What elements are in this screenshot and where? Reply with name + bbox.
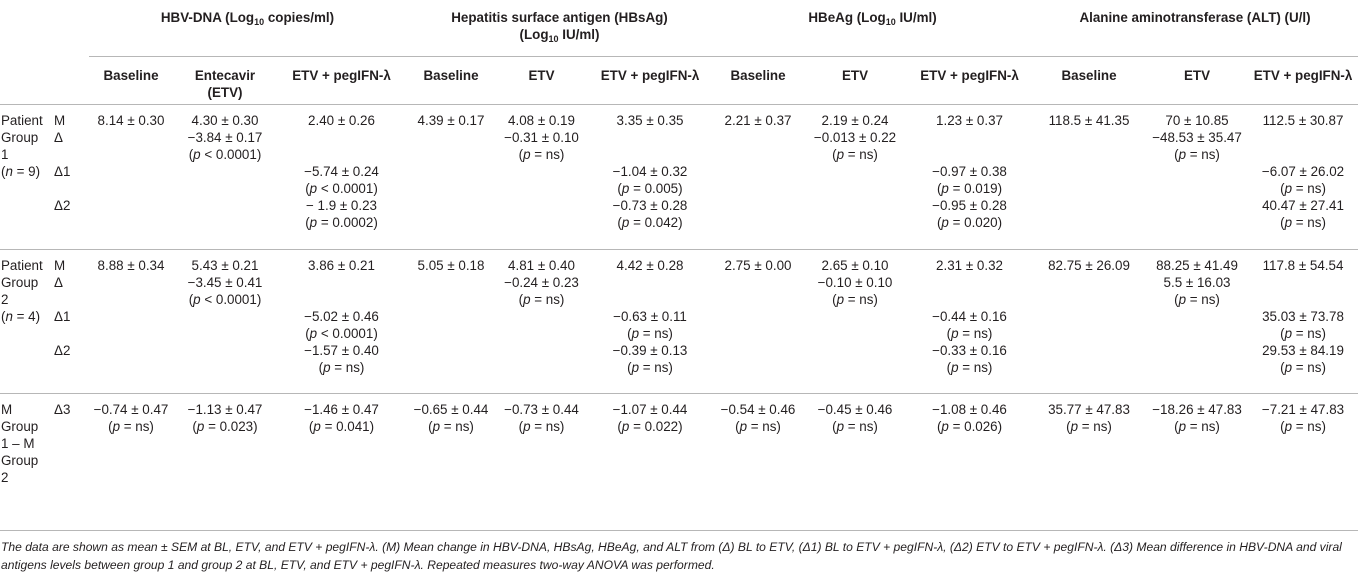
table-row: [0, 197, 1358, 249]
table-cell: 2.40 ± 0.26: [308, 113, 375, 128]
table-cell: −1.46 ± 0.47 (p = 0.041): [304, 402, 379, 434]
table-cell: −7.21 ± 47.83 (p = ns): [1261, 402, 1345, 434]
table-cell: 118.5 ± 41.35: [1048, 113, 1130, 128]
row-sublabel: M Δ: [54, 113, 66, 145]
table-cell: 3.86 ± 0.21: [308, 257, 375, 273]
table-cell: −0.73 ± 0.28 (p = 0.042): [612, 198, 688, 230]
table-cell: −6.07 ± 26.02 (p = ns): [1261, 164, 1345, 196]
col-header: ETV: [841, 68, 869, 83]
table-cell: −1.07 ± 0.44 (p = 0.022): [612, 402, 688, 434]
col-header: ETV: [1183, 68, 1211, 83]
table-cell: 3.35 ± 0.35: [616, 113, 684, 128]
row-sublabel: Δ2: [54, 342, 71, 358]
table-cell: 88.25 ± 41.49 5.5 ± 16.03 (p = ns): [1156, 257, 1238, 307]
table-cell: 5.43 ± 0.21 −3.45 ± 0.41 (p < 0.0001): [187, 257, 263, 307]
header-alt: Alanine aminotransferase (ALT) (U/l): [1032, 0, 1358, 57]
table-row: [0, 394, 1358, 487]
header-hbv-dna: HBV-DNA (Log$_{10}$ copies/ml): [89, 0, 406, 57]
table-row: [0, 308, 1358, 342]
table-cell: −0.44 ± 0.16 (p = ns): [932, 308, 1007, 341]
header-group-row: [0, 0, 1358, 57]
table-cell: −0.54 ± 0.46 (p = ns): [720, 402, 796, 434]
col-header: Baseline: [730, 68, 786, 83]
row-sublabel: Δ1: [54, 308, 71, 324]
table-cell: 35.77 ± 47.83 (p = ns): [1048, 402, 1130, 434]
table-row: [0, 163, 1358, 197]
table-cell: 29.53 ± 84.19 (p = ns): [1262, 342, 1344, 375]
col-header: Entecavir (ETV): [194, 68, 256, 100]
table-row: [0, 249, 1358, 308]
table-cell: 5.05 ± 0.18: [417, 257, 485, 273]
table-cell: − 1.9 ± 0.23 (p = 0.0002): [305, 198, 378, 230]
table-cell: 2.19 ± 0.24 −0.013 ± 0.22 (p = ns): [813, 113, 897, 162]
table-cell: −0.39 ± 0.13 (p = ns): [612, 342, 688, 375]
table-cell: −0.63 ± 0.11 (p = ns): [613, 308, 687, 341]
row-sublabel: M Δ: [54, 257, 66, 290]
table-cell: −1.08 ± 0.46 (p = 0.026): [932, 402, 1007, 434]
row-sublabel: Δ3: [54, 402, 71, 417]
table-cell: 4.30 ± 0.30 −3.84 ± 0.17 (p < 0.0001): [187, 113, 263, 162]
table-cell: −0.45 ± 0.46 (p = ns): [817, 402, 893, 434]
table-cell: 35.03 ± 73.78 (p = ns): [1262, 308, 1344, 341]
table-cell: −18.26 ± 47.83 (p = ns): [1152, 402, 1242, 434]
table-cell: 8.14 ± 0.30: [97, 113, 165, 128]
table-cell: 117.8 ± 54.54: [1262, 257, 1344, 273]
table-cell: −5.74 ± 0.24 (p < 0.0001): [304, 164, 379, 196]
header-hbsag: Hepatitis surface antigen (HBsAg) (Log$_{10}$ IU/ml): [406, 0, 713, 57]
table-cell: 1.23 ± 0.37: [936, 113, 1003, 128]
row-label-difference: M Group 1 – M Group 2: [1, 402, 39, 485]
table-cell: 112.5 ± 30.87: [1262, 113, 1344, 128]
header-hbeag: HBeAg (Log$_{10}$ IU/ml): [713, 0, 1032, 57]
col-header: Baseline: [423, 68, 479, 83]
table-cell: −1.57 ± 0.40 (p = ns): [304, 342, 379, 375]
table-cell: −0.97 ± 0.38 (p = 0.019): [932, 164, 1007, 196]
col-header: ETV + pegIFN-λ: [292, 68, 391, 83]
row-sublabel: Δ2: [54, 198, 71, 213]
table-cell: 4.08 ± 0.19 −0.31 ± 0.10 (p = ns): [504, 113, 579, 162]
col-header: ETV + pegIFN-λ: [1253, 68, 1353, 83]
table-cell: 40.47 ± 27.41 (p = ns): [1262, 198, 1344, 230]
col-header: ETV + pegIFN-λ: [600, 68, 700, 83]
table-cell: 4.42 ± 0.28: [616, 257, 684, 273]
col-header: Baseline: [1061, 68, 1117, 83]
table-cell: 2.31 ± 0.32: [936, 257, 1003, 273]
table-row: [0, 342, 1358, 394]
table-cell: −5.02 ± 0.46 (p < 0.0001): [304, 308, 379, 341]
row-label-group2: Patient Group 2 (n = 4): [1, 257, 43, 324]
table-cell: −1.04 ± 0.32 (p = 0.005): [612, 164, 688, 196]
col-header: ETV + pegIFN-λ: [920, 68, 1019, 83]
col-header: ETV: [528, 68, 555, 83]
table-cell: −1.13 ± 0.47 (p = 0.023): [187, 402, 263, 434]
row-label-group1: Patient Group 1 (n = 9): [1, 113, 43, 179]
table-cell: −0.95 ± 0.28 (p = 0.020): [932, 198, 1007, 230]
table-cell: 4.81 ± 0.40 −0.24 ± 0.23 (p = ns): [504, 257, 579, 307]
table-cell: 82.75 ± 26.09: [1048, 257, 1130, 273]
table-cell: 2.75 ± 0.00: [724, 257, 792, 273]
row-sublabel: Δ1: [54, 164, 71, 179]
table-cell: −0.74 ± 0.47 (p = ns): [93, 402, 169, 434]
table-row: [0, 105, 1358, 164]
table-cell: −0.33 ± 0.16 (p = ns): [932, 342, 1007, 375]
table-cell: 2.21 ± 0.37: [724, 113, 792, 128]
table-cell: 70 ± 10.85 −48.53 ± 35.47 (p = ns): [1152, 113, 1242, 162]
table-bottom-rule: [0, 530, 1358, 531]
table-cell: 4.39 ± 0.17: [417, 113, 485, 128]
table-cell: 2.65 ± 0.10 −0.10 ± 0.10 (p = ns): [817, 257, 893, 307]
table-cell: 8.88 ± 0.34: [97, 257, 165, 273]
header-column-row: [0, 57, 1358, 105]
table-cell: −0.73 ± 0.44 (p = ns): [504, 402, 579, 434]
col-header: Baseline: [103, 68, 159, 83]
table-cell: −0.65 ± 0.44 (p = ns): [413, 402, 489, 434]
table-footnote: The data are shown as mean ± SEM at BL, ETV, and ETV + pegIFN-λ. (M) Mean change in HBV-DNA, HBsAg, HBeAg, and ALT from (Δ) BL to ETV, (Δ1) BL to ETV + pegIFN-λ, (Δ2) ETV to ETV + pegIFN-λ. (Δ3) Mean difference in HBV-DNA and viral antigens levels between group 1 and group 2 at BL, ETV, and ETV + pegIFN-λ. Repeated measures two-way ANOVA was performed.: [1, 540, 1342, 572]
